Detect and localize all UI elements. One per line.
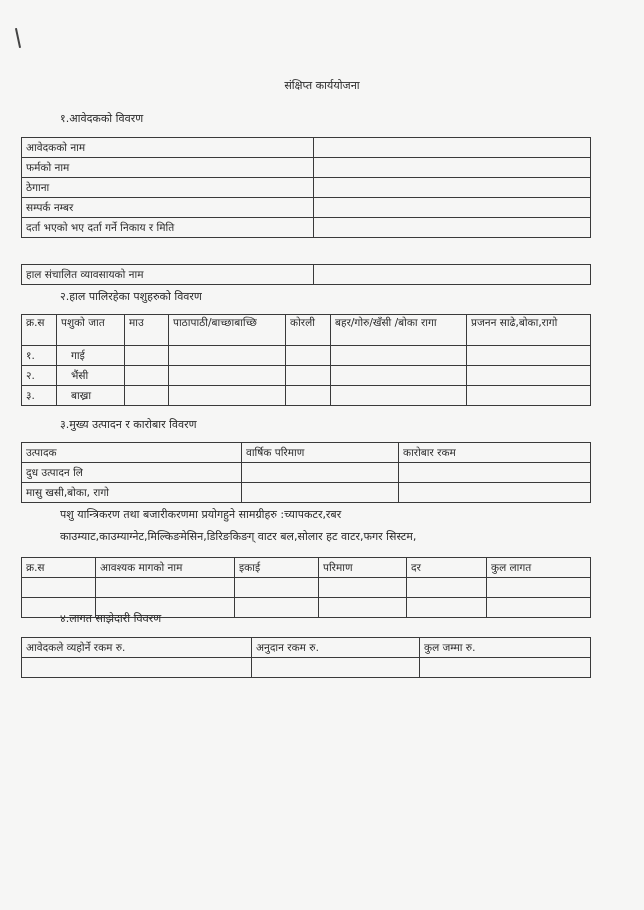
value-cell[interactable] <box>242 463 399 483</box>
row-label: दर्ता भएको भए दर्ता गर्ने निकाय र मिति <box>22 218 314 238</box>
header-cell: वार्षिक परिमाण <box>242 443 399 463</box>
header-cell: कुल लागत <box>487 558 591 578</box>
header-cell: पाठापाठी/बाच्छाबाच्छि <box>169 315 286 346</box>
table-row <box>22 578 591 598</box>
header-cell: कुल जम्मा रु. <box>420 638 591 658</box>
table-row <box>22 483 591 503</box>
value-cell[interactable] <box>22 658 252 678</box>
section4-heading: ४.लागत साझेदारी विवरण <box>60 612 162 625</box>
value-cell[interactable] <box>314 265 591 285</box>
table-row <box>22 346 591 366</box>
items-table <box>21 557 591 618</box>
cost-sharing-table <box>21 637 591 678</box>
header-cell: क्र.स <box>22 558 96 578</box>
value-cell[interactable] <box>235 598 319 618</box>
value-cell[interactable] <box>125 366 169 386</box>
value-cell[interactable] <box>314 198 591 218</box>
value-cell[interactable] <box>314 218 591 238</box>
row-label: सम्पर्क नम्बर <box>22 198 314 218</box>
value-cell[interactable] <box>242 483 399 503</box>
row-label: ठेगाना <box>22 178 314 198</box>
table-header-row <box>22 443 591 463</box>
value-cell[interactable] <box>407 578 487 598</box>
value-cell[interactable] <box>286 366 331 386</box>
value-cell[interactable] <box>420 658 591 678</box>
section3-heading: ३.मुख्य उत्पादन र कारोबार विवरण <box>60 418 197 431</box>
value-cell[interactable] <box>399 463 591 483</box>
header-cell: कारोबार रकम <box>399 443 591 463</box>
production-table <box>21 442 591 503</box>
applicant-table <box>21 137 591 238</box>
value-cell[interactable] <box>467 366 591 386</box>
row-label: आवेदकको नाम <box>22 138 314 158</box>
row-label: मासु खसी,बोका, रागो <box>22 483 242 503</box>
value-cell[interactable] <box>169 366 286 386</box>
section1-heading: १.आवेदकको विवरण <box>60 112 144 125</box>
table-row <box>22 386 591 406</box>
value-cell[interactable] <box>467 346 591 366</box>
table-row <box>22 658 591 678</box>
value-cell[interactable] <box>169 386 286 406</box>
header-cell: क्र.स <box>22 315 57 346</box>
value-cell[interactable] <box>314 178 591 198</box>
page-title: संक्षिप्त कार्ययोजना <box>284 79 360 92</box>
value-cell[interactable] <box>22 578 96 598</box>
header-cell: परिमाण <box>319 558 407 578</box>
sn-cell: ३. <box>22 386 57 406</box>
header-cell: दर <box>407 558 487 578</box>
business-table <box>21 264 591 285</box>
table-row <box>22 265 591 285</box>
value-cell[interactable] <box>286 386 331 406</box>
table-row <box>22 158 591 178</box>
value-cell[interactable] <box>235 578 319 598</box>
table-header-row <box>22 638 591 658</box>
table-row <box>22 463 591 483</box>
row-label: फर्मको नाम <box>22 158 314 178</box>
livestock-table <box>21 314 591 406</box>
mechanization-line-1: पशु यान्त्रिकरण तथा बजारीकरणमा प्रयोगहुने सामग्रीहरु :च्यापकटर,रबर <box>60 508 342 521</box>
value-cell[interactable] <box>319 578 407 598</box>
value-cell[interactable] <box>252 658 420 678</box>
value-cell[interactable] <box>319 598 407 618</box>
pen-mark <box>15 28 21 48</box>
value-cell[interactable] <box>407 598 487 618</box>
row-label: दुध उत्पादन लि <box>22 463 242 483</box>
value-cell[interactable] <box>314 158 591 178</box>
animal-cell: भैंसी <box>57 366 125 386</box>
table-header-row <box>22 558 591 578</box>
value-cell[interactable] <box>331 366 467 386</box>
value-cell[interactable] <box>314 138 591 158</box>
sn-cell: १. <box>22 346 57 366</box>
header-cell: उत्पादक <box>22 443 242 463</box>
table-row <box>22 366 591 386</box>
header-cell: पशुको जात <box>57 315 125 346</box>
table-row <box>22 138 591 158</box>
header-cell: इकाई <box>235 558 319 578</box>
table-row <box>22 178 591 198</box>
header-cell: अनुदान रकम रु. <box>252 638 420 658</box>
table-header-row <box>22 315 591 346</box>
value-cell[interactable] <box>169 346 286 366</box>
value-cell[interactable] <box>125 346 169 366</box>
animal-cell: बाख्रा <box>57 386 125 406</box>
value-cell[interactable] <box>399 483 591 503</box>
row-label: हाल संचालित व्यावसायको नाम <box>22 265 314 285</box>
header-cell: माउ <box>125 315 169 346</box>
value-cell[interactable] <box>467 386 591 406</box>
value-cell[interactable] <box>331 346 467 366</box>
table-row <box>22 198 591 218</box>
mechanization-line-2: काउम्याट,काउम्याग्नेट,मिल्किङमेसिन,डिरिङकिङग् वाटर बल,सोलार हट वाटर,फगर सिस्टम, <box>60 530 417 543</box>
sn-cell: २. <box>22 366 57 386</box>
value-cell[interactable] <box>125 386 169 406</box>
section2-heading: २.हाल पालिरहेका पशुहरुको विवरण <box>60 290 202 303</box>
header-cell: प्रजनन साढे,बोका,रागो <box>467 315 591 346</box>
header-cell: बहर/गोरु/खँसी /बोका रागा <box>331 315 467 346</box>
value-cell[interactable] <box>487 598 591 618</box>
header-cell: आवश्यक मागको नाम <box>96 558 235 578</box>
value-cell[interactable] <box>331 386 467 406</box>
value-cell[interactable] <box>286 346 331 366</box>
header-cell: कोरली <box>286 315 331 346</box>
value-cell[interactable] <box>487 578 591 598</box>
table-row <box>22 218 591 238</box>
animal-cell: गाई <box>57 346 125 366</box>
header-cell: आवेदकले व्यहोर्ने रकम रु. <box>22 638 252 658</box>
value-cell[interactable] <box>96 578 235 598</box>
